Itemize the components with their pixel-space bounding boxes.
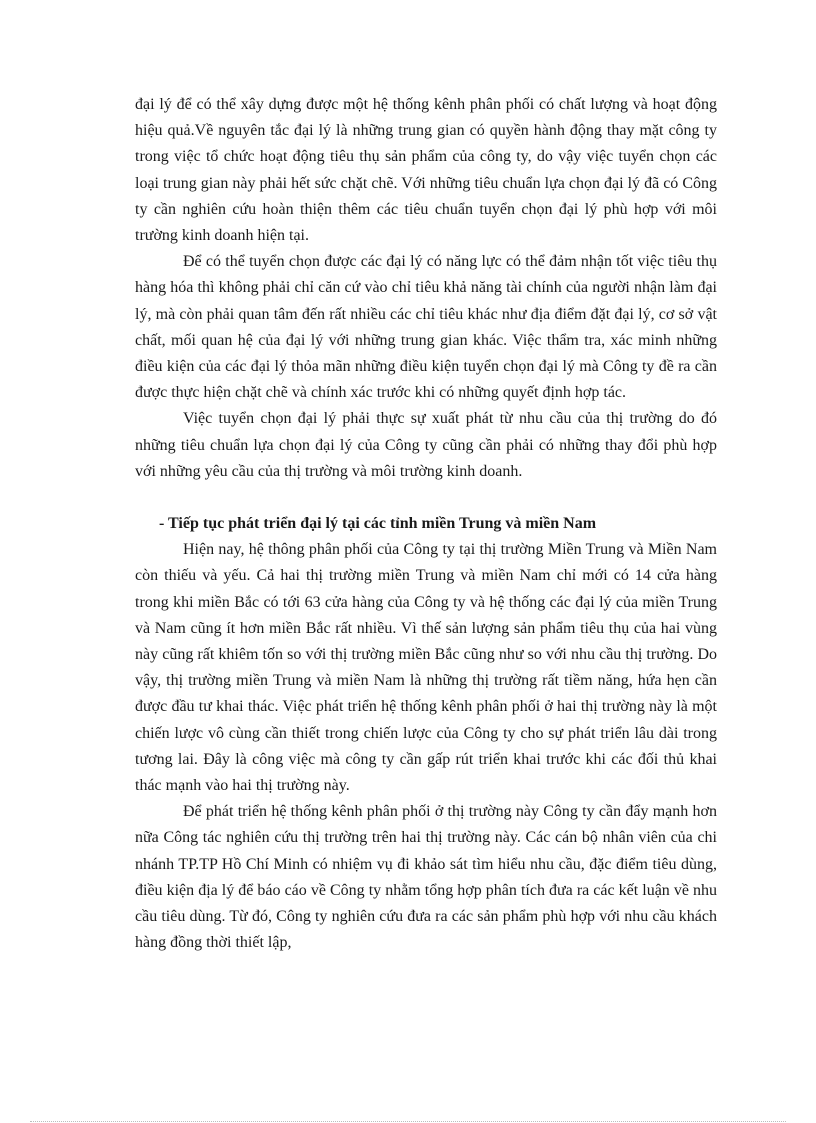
paragraph-market-needs: Việc tuyển chọn đại lý phải thực sự xuất phát từ nhu cầu của thị trường do đó những tiêu chuẩn lựa chọn đại lý của Công ty cũng cần phải có những thay đổi phù hợp với những yêu cầu của thị trường và môi trường kinh doanh. — [135, 410, 717, 480]
page-bottom-divider — [30, 1121, 786, 1122]
section-heading: - Tiếp tục phát triển đại lý tại các tỉnh miền Trung và miền Nam — [159, 515, 597, 533]
paragraph-market-research: Để phát triển hệ thống kênh phân phối ở thị trường này Công ty cần đẩy mạnh hơn nữa Công tác nghiên cứu thị trường trên hai thị trường này. Các cán bộ nhân viên của chi nhánh TP.TP Hồ Chí Minh có nhiệm vụ đi khảo sát tìm hiểu nhu cầu, đặc điểm tiêu dùng, điều kiện địa lý để báo cáo về Công ty nhằm tổng hợp phân tích đưa ra các kết luận về nhu cầu tiêu dùng. Từ đó, Công ty nghiên cứu đưa ra các sản phẩm phù hợp với nhu cầu khách hàng đồng thời thiết lập, — [135, 803, 717, 952]
paragraph-central-south-market: Hiện nay, hệ thông phân phối của Công ty tại thị trường Miền Trung và Miền Nam còn thiếu và yếu. Cả hai thị trường miền Trung và miền Nam chỉ mới có 14 cửa hàng trong khi miền Bắc có tới 63 cửa hàng của Công ty và hệ thống các đại lý của miền Trung và Nam cũng ít hơn miền Bắc rất nhiều. Vì thế sản lượng sản phẩm tiêu thụ của hai vùng này cũng rất khiêm tốn so với thị trường miền Bắc cũng như so với nhu cầu thị trường. Do vậy, thị trường miền Trung và miền Nam là những thị trường rất tiềm năng, hứa hẹn cần được đầu tư khai thác. Việc phát triển hệ thống kênh phân phối ở hai thị trường này là một chiến lược vô cùng cần thiết trong chiến lược của Công ty cho sự phát triển lâu dài trong tương lai. Đây là công việc mà công ty cần gấp rút triển khai trước khi các đối thủ khai thác mạnh vào hai thị trường này. — [135, 541, 717, 795]
paragraph-continuation: đại lý để có thể xây dựng được một hệ thống kênh phân phối có chất lượng và hoạt động hiệu quả.Về nguyên tắc đại lý là những trung gian có quyền hành động thay mặt công ty trong việc tổ chức hoạt động tiêu thụ sản phẩm của công ty, do vậy việc tuyển chọn các loại trung gian này phải hết sức chặt chẽ. Với những tiêu chuẩn lựa chọn đại lý đã có Công ty cần nghiên cứu hoàn thiện thêm các tiêu chuẩn tuyển chọn đại lý phù hợp với môi trường kinh doanh hiện tại. — [135, 96, 717, 245]
paragraph-agent-selection: Để có thể tuyển chọn được các đại lý có năng lực có thể đảm nhận tốt việc tiêu thụ hàng hóa thì không phải chỉ căn cứ vào chỉ tiêu khả năng tài chính của người nhận làm đại lý, mà còn phải quan tâm đến rất nhiều các chỉ tiêu khác như địa điểm đặt đại lý, cơ sở vật chất, mối quan hệ của đại lý với những trung gian khác. Việc thẩm tra, xác minh những điều kiện của các đại lý thỏa mãn những điều kiện tuyển chọn đại lý mà Công ty đề ra cần được thực hiện chặt chẽ và chính xác trước khi có những quyết định hợp tác. — [135, 253, 717, 402]
document-body — [135, 92, 717, 957]
